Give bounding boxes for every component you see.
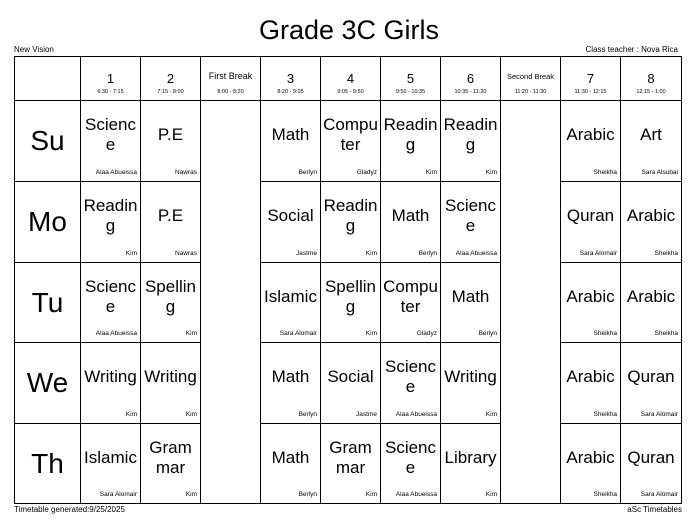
lesson-subject: Math	[271, 447, 310, 467]
lesson-subject: Arabic	[626, 206, 676, 225]
lesson-subject: Math	[451, 286, 490, 306]
lesson-teacher: Kim	[365, 250, 377, 257]
period-time: 11:20 - 11:30	[514, 89, 547, 95]
lesson-subject: Library	[444, 447, 497, 467]
lesson-teacher: Sara Alomair	[579, 250, 617, 257]
lesson-subject: P.E	[157, 206, 184, 225]
lesson-teacher: Kim	[425, 169, 437, 176]
lesson-subject: Math	[271, 125, 310, 144]
lesson-teacher: Alaa Abueissa	[95, 330, 137, 337]
lesson-subject: Quran	[627, 447, 675, 467]
break-name: Second Break	[506, 72, 555, 81]
timetable-title: Grade 3C Girls	[258, 15, 440, 45]
period-header	[441, 57, 501, 101]
generated-date: Timetable generated:9/25/2025	[14, 505, 125, 514]
lesson-subject: Writing	[84, 367, 137, 386]
period-number: 6	[466, 71, 475, 86]
lesson-cell	[621, 101, 681, 182]
lesson-subject: Math	[391, 206, 430, 225]
lesson-cell	[321, 343, 381, 424]
lesson-cell	[381, 424, 441, 503]
lesson-teacher: Nawras	[174, 169, 197, 176]
lesson-cell	[141, 182, 201, 263]
lesson-subject: Arabic	[626, 286, 676, 306]
lesson-subject: Science	[84, 276, 137, 316]
lesson-teacher: Sheikha	[593, 411, 617, 418]
lesson-cell	[561, 101, 621, 182]
break-header	[501, 57, 561, 101]
lesson-cell	[81, 182, 141, 263]
lesson-subject: Spelling	[144, 276, 197, 316]
lesson-teacher: Berlyn	[298, 411, 317, 418]
break-column	[501, 101, 561, 503]
lesson-cell	[141, 263, 201, 343]
period-header	[141, 57, 201, 101]
lesson-subject: Science	[84, 115, 137, 154]
lesson-teacher: Sheikha	[593, 169, 617, 176]
period-time: 9:05 - 9:50	[337, 89, 364, 95]
lesson-cell	[261, 343, 321, 424]
lesson-cell	[561, 424, 621, 503]
period-number: 8	[647, 71, 655, 86]
period-number: 3	[286, 71, 295, 86]
lesson-cell	[381, 101, 441, 182]
period-number: 5	[406, 71, 415, 86]
lesson-teacher: Alaa Abueissa	[395, 411, 437, 418]
lesson-cell	[81, 263, 141, 343]
lesson-cell	[261, 101, 321, 182]
lesson-teacher: Kim	[185, 491, 197, 498]
lesson-subject: Arabic	[566, 286, 615, 306]
lesson-teacher: Alaa Abueissa	[95, 169, 137, 176]
lesson-teacher: Gladyz	[416, 330, 437, 337]
period-time: 7:15 - 8:00	[157, 89, 184, 95]
lesson-cell	[621, 182, 681, 263]
lesson-cell	[561, 263, 621, 343]
period-header	[321, 57, 381, 101]
lesson-cell	[621, 343, 681, 424]
lesson-cell	[621, 263, 681, 343]
lesson-teacher: Jastme	[296, 250, 317, 257]
lesson-cell	[321, 424, 381, 503]
lesson-cell	[141, 424, 201, 503]
lesson-cell	[561, 343, 621, 424]
day-label: Th	[15, 424, 81, 503]
lesson-cell	[321, 101, 381, 182]
lesson-subject: Science	[384, 437, 437, 477]
period-number: 2	[166, 71, 175, 86]
lesson-subject: Grammar	[329, 437, 372, 477]
lesson-cell	[81, 424, 141, 503]
lesson-subject: Islamic	[84, 447, 137, 467]
lesson-subject: Grammar	[149, 437, 192, 477]
lesson-cell	[621, 424, 681, 503]
lesson-teacher: Berlyn	[478, 330, 497, 337]
lesson-teacher: Kim	[185, 411, 197, 418]
day-label: Tu	[15, 263, 81, 343]
break-name: First Break	[208, 71, 253, 81]
lesson-subject: Art	[640, 125, 662, 144]
lesson-teacher: Sara Alomair	[279, 330, 317, 337]
software-credit: aSc Timetables	[627, 505, 682, 514]
lesson-subject: Writing	[144, 367, 197, 386]
lesson-cell	[441, 263, 501, 343]
lesson-cell	[441, 424, 501, 503]
period-time: 9:50 - 10:35	[395, 89, 426, 95]
lesson-cell	[441, 101, 501, 182]
period-header	[561, 57, 621, 101]
lesson-subject: Reading	[383, 115, 438, 154]
day-label: Su	[15, 101, 81, 182]
lesson-teacher: Alaa Abueissa	[455, 250, 497, 257]
lesson-subject: Reading	[443, 115, 498, 154]
lesson-cell	[381, 182, 441, 263]
class-teacher: Class teacher : Nova Rica	[585, 45, 678, 54]
lesson-teacher: Kim	[125, 250, 137, 257]
lesson-teacher: Sara Alomair	[640, 491, 678, 498]
day-label: We	[15, 343, 81, 424]
lesson-subject: Social	[327, 367, 374, 386]
lesson-teacher: Jastme	[356, 411, 377, 418]
school-name: New Vision	[14, 45, 54, 54]
lesson-teacher: Kim	[485, 411, 497, 418]
period-time: 8:20 - 9:05	[277, 89, 304, 95]
lesson-cell	[561, 182, 621, 263]
lesson-cell	[81, 343, 141, 424]
lesson-teacher: Gladyz	[356, 169, 377, 176]
lesson-subject: Writing	[444, 367, 497, 386]
lesson-teacher: Berlyn	[418, 250, 437, 257]
lesson-teacher: Kim	[485, 169, 497, 176]
lesson-teacher: Kim	[125, 411, 137, 418]
lesson-subject: Quran	[566, 206, 615, 225]
lesson-teacher: Berlyn	[298, 491, 317, 498]
lesson-cell	[321, 182, 381, 263]
lesson-subject: Reading	[83, 196, 138, 235]
lesson-subject: Computer	[323, 115, 378, 154]
break-column	[201, 101, 261, 503]
lesson-subject: Islamic	[264, 286, 317, 306]
lesson-subject: Quran	[627, 367, 675, 386]
lesson-teacher: Kim	[365, 330, 377, 337]
lesson-teacher: Kim	[485, 491, 497, 498]
lesson-teacher: Sara Alomair	[640, 411, 678, 418]
period-time: 11:30 - 12:15	[574, 89, 607, 95]
lesson-cell	[81, 101, 141, 182]
lesson-cell	[441, 343, 501, 424]
lesson-cell	[441, 182, 501, 263]
period-header	[81, 57, 141, 101]
lesson-teacher: Sheikha	[593, 491, 617, 498]
lesson-teacher: Kim	[365, 491, 377, 498]
lesson-subject: P.E	[157, 125, 184, 144]
lesson-teacher: Berlyn	[298, 169, 317, 176]
lesson-teacher: Sara Alsubai	[641, 169, 678, 176]
lesson-subject: Spelling	[324, 276, 377, 316]
lesson-teacher: Sara Alomair	[99, 491, 137, 498]
lesson-subject: Science	[444, 196, 497, 235]
period-time: 6:30 - 7:15	[97, 89, 124, 95]
period-header	[381, 57, 441, 101]
lesson-subject: Arabic	[566, 447, 615, 467]
period-header	[261, 57, 321, 101]
lesson-teacher: Sheikha	[654, 330, 678, 337]
lesson-subject: Social	[267, 206, 314, 225]
lesson-cell	[141, 343, 201, 424]
lesson-cell	[381, 343, 441, 424]
period-header	[621, 57, 681, 101]
lesson-teacher: Sheikha	[654, 250, 678, 257]
lesson-cell	[381, 263, 441, 343]
period-number: 4	[346, 71, 355, 86]
lesson-cell	[261, 424, 321, 503]
lesson-subject: Computer	[383, 276, 438, 316]
period-time: 8:00 - 8:20	[217, 89, 244, 95]
lesson-cell	[261, 182, 321, 263]
break-header	[201, 57, 261, 101]
lesson-teacher: Kim	[185, 330, 197, 337]
lesson-subject: Reading	[323, 196, 378, 235]
lesson-subject: Math	[271, 367, 310, 386]
lesson-subject: Science	[384, 357, 437, 396]
lesson-teacher: Sheikha	[593, 330, 617, 337]
period-time: 12:15 - 1:00	[636, 89, 666, 95]
lesson-teacher: Alaa Abueissa	[395, 491, 437, 498]
day-label: Mo	[15, 182, 81, 263]
corner-cell	[15, 57, 81, 101]
period-number: 1	[106, 71, 115, 86]
lesson-subject: Arabic	[566, 125, 615, 144]
timetable-grid	[14, 56, 682, 504]
lesson-cell	[321, 263, 381, 343]
lesson-subject: Arabic	[566, 367, 615, 386]
lesson-cell	[141, 101, 201, 182]
lesson-cell	[261, 263, 321, 343]
lesson-teacher: Nawras	[174, 250, 197, 257]
period-number: 7	[586, 71, 595, 86]
period-time: 10:35 - 11:20	[454, 89, 487, 95]
